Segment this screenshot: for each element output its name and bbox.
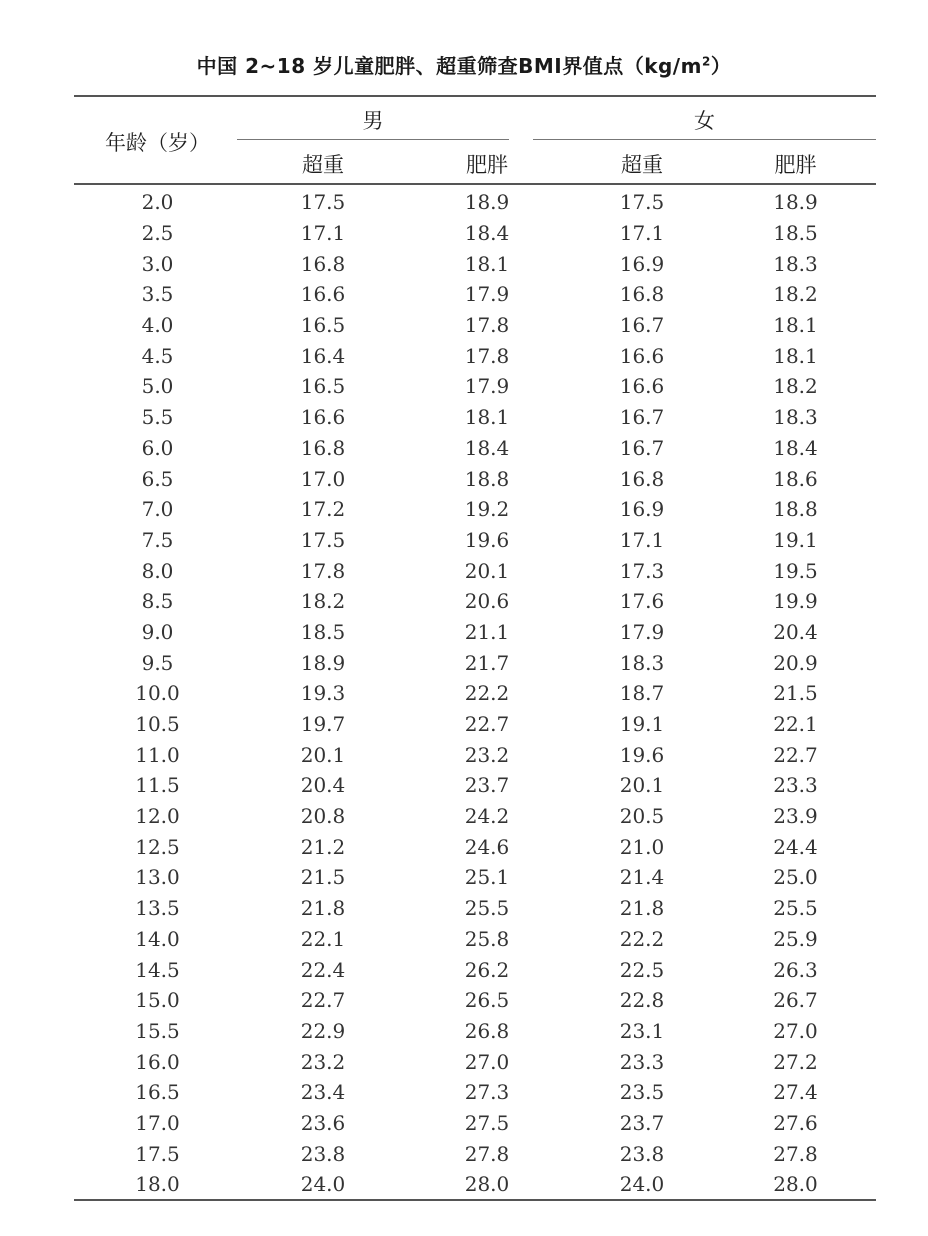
- top-rule: [74, 95, 876, 97]
- female-obese-cell: 19.5: [773, 558, 818, 583]
- male-obese-cell: 25.5: [464, 896, 510, 921]
- table-row: [74, 1138, 876, 1169]
- female-obese-cell: 18.1: [773, 313, 818, 338]
- male-obese-cell: 17.9: [464, 374, 510, 399]
- male-overweight-cell: 17.0: [300, 466, 346, 491]
- female-obese-cell: 27.8: [773, 1141, 818, 1166]
- age-cell: 3.0: [141, 251, 174, 276]
- age-cell: 13.5: [135, 896, 180, 921]
- female-obese-cell: 27.2: [773, 1049, 818, 1074]
- female-obese-cell: 18.6: [773, 466, 818, 491]
- female-obese-cell: 26.7: [773, 988, 818, 1013]
- male-overweight-cell: 19.7: [300, 712, 346, 737]
- male-obese-cell: 27.8: [464, 1141, 510, 1166]
- male-overweight-cell: 22.1: [300, 926, 346, 951]
- female-overweight-cell: 16.7: [619, 313, 665, 338]
- female-overweight-cell: 22.5: [619, 957, 665, 982]
- age-cell: 8.0: [141, 558, 174, 583]
- table-row: [74, 1108, 876, 1139]
- age-cell: 7.0: [141, 497, 174, 522]
- female-overweight-cell: 17.6: [619, 589, 665, 614]
- age-cell: 16.5: [135, 1080, 180, 1105]
- male-obese-cell: 25.1: [464, 865, 510, 890]
- male-obese-cell: 25.8: [464, 926, 510, 951]
- table-title-text: 中国 2~18 岁儿童肥胖、超重筛查BMI界值点（kg/m: [196, 54, 702, 78]
- age-cell: 6.0: [141, 435, 174, 460]
- female-obese-cell: 18.9: [773, 190, 818, 215]
- male-overweight-cell: 17.5: [300, 527, 346, 552]
- female-obese-cell: 26.3: [773, 957, 818, 982]
- header-female-overweight: 超重: [621, 153, 663, 177]
- table-row: [74, 1169, 876, 1200]
- table-row: [74, 709, 876, 740]
- male-obese-cell: 19.2: [464, 497, 510, 522]
- age-cell: 12.0: [135, 804, 180, 829]
- male-overweight-cell: 17.1: [300, 221, 346, 246]
- male-overweight-cell: 16.5: [300, 313, 346, 338]
- male-obese-cell: 26.8: [464, 1018, 510, 1043]
- male-obese-cell: 18.1: [464, 405, 510, 430]
- female-obese-cell: 18.2: [773, 282, 818, 307]
- female-overweight-cell: 19.6: [619, 742, 665, 767]
- female-overweight-cell: 17.1: [619, 527, 665, 552]
- male-overweight-cell: 21.5: [300, 865, 346, 890]
- table-row: [74, 954, 876, 985]
- table-row: [74, 831, 876, 862]
- female-overweight-cell: 22.2: [619, 926, 665, 951]
- age-cell: 6.5: [141, 466, 174, 491]
- female-obese-cell: 23.3: [773, 773, 818, 798]
- table-row: [74, 371, 876, 402]
- male-obese-cell: 17.8: [464, 313, 510, 338]
- female-group-rule: [533, 139, 876, 140]
- female-obese-cell: 18.5: [773, 221, 818, 246]
- male-obese-cell: 21.7: [464, 650, 510, 675]
- header-male-overweight: 超重: [302, 153, 344, 177]
- age-cell: 10.5: [135, 712, 180, 737]
- age-cell: 5.0: [141, 374, 174, 399]
- male-obese-cell: 26.2: [464, 957, 510, 982]
- age-cell: 14.0: [135, 926, 180, 951]
- age-cell: 11.5: [135, 773, 180, 798]
- female-overweight-cell: 16.6: [619, 374, 665, 399]
- male-obese-cell: 28.0: [464, 1172, 510, 1197]
- female-obese-cell: 24.4: [773, 834, 818, 859]
- table-row: [74, 187, 876, 218]
- age-cell: 10.0: [135, 681, 180, 706]
- bmi-table-body: [74, 187, 876, 1200]
- female-overweight-cell: 24.0: [619, 1172, 665, 1197]
- male-overweight-cell: 24.0: [300, 1172, 346, 1197]
- table-row: [74, 678, 876, 709]
- male-obese-cell: 18.9: [464, 190, 510, 215]
- male-overweight-cell: 18.5: [300, 619, 346, 644]
- female-obese-cell: 27.4: [773, 1080, 818, 1105]
- table-row: [74, 647, 876, 678]
- male-overweight-cell: 17.5: [300, 190, 346, 215]
- age-cell: 9.0: [141, 619, 174, 644]
- female-overweight-cell: 23.1: [619, 1018, 665, 1043]
- table-row: [74, 555, 876, 586]
- male-obese-cell: 27.0: [464, 1049, 510, 1074]
- female-overweight-cell: 23.5: [619, 1080, 665, 1105]
- male-obese-cell: 27.3: [464, 1080, 510, 1105]
- age-cell: 13.0: [135, 865, 180, 890]
- female-overweight-cell: 22.8: [619, 988, 665, 1013]
- male-obese-cell: 23.2: [464, 742, 510, 767]
- male-overweight-cell: 20.4: [300, 773, 346, 798]
- age-cell: 4.0: [141, 313, 174, 338]
- male-overweight-cell: 18.9: [300, 650, 346, 675]
- table-row: [74, 801, 876, 832]
- table-row: [74, 310, 876, 341]
- male-obese-cell: 20.1: [464, 558, 510, 583]
- female-overweight-cell: 17.5: [619, 190, 665, 215]
- table-row: [74, 1046, 876, 1077]
- female-overweight-cell: 21.0: [619, 834, 665, 859]
- table-row: [74, 770, 876, 801]
- age-cell: 3.5: [141, 282, 174, 307]
- female-overweight-cell: 20.1: [619, 773, 665, 798]
- male-obese-cell: 19.6: [464, 527, 510, 552]
- female-obese-cell: 23.9: [773, 804, 818, 829]
- male-group-rule: [237, 139, 509, 140]
- table-row: [74, 1016, 876, 1047]
- male-obese-cell: 20.6: [464, 589, 510, 614]
- female-overweight-cell: 16.7: [619, 405, 665, 430]
- female-obese-cell: 19.9: [773, 589, 818, 614]
- table-row: [74, 985, 876, 1016]
- male-overweight-cell: 16.4: [300, 343, 346, 368]
- female-overweight-cell: 23.8: [619, 1141, 665, 1166]
- male-overweight-cell: 23.8: [300, 1141, 346, 1166]
- age-cell: 12.5: [135, 834, 180, 859]
- male-overweight-cell: 16.6: [300, 282, 346, 307]
- table-row: [74, 924, 876, 955]
- female-obese-cell: 18.4: [773, 435, 818, 460]
- male-obese-cell: 26.5: [464, 988, 510, 1013]
- age-cell: 2.0: [141, 190, 174, 215]
- header-age: 年龄（岁）: [105, 131, 210, 155]
- female-overweight-cell: 16.8: [619, 282, 665, 307]
- female-obese-cell: 18.8: [773, 497, 818, 522]
- female-overweight-cell: 21.8: [619, 896, 665, 921]
- female-overweight-cell: 19.1: [619, 712, 665, 737]
- male-obese-cell: 18.4: [464, 221, 510, 246]
- age-cell: 4.5: [141, 343, 174, 368]
- age-cell: 5.5: [141, 405, 174, 430]
- male-overweight-cell: 21.8: [300, 896, 346, 921]
- table-row: [74, 525, 876, 556]
- header-female: 女: [694, 109, 715, 133]
- age-cell: 16.0: [135, 1049, 180, 1074]
- male-overweight-cell: 19.3: [300, 681, 346, 706]
- male-obese-cell: 23.7: [464, 773, 510, 798]
- age-cell: 7.5: [141, 527, 174, 552]
- female-overweight-cell: 16.8: [619, 466, 665, 491]
- male-overweight-cell: 22.7: [300, 988, 346, 1013]
- female-obese-cell: 27.0: [773, 1018, 818, 1043]
- male-overweight-cell: 16.6: [300, 405, 346, 430]
- age-cell: 2.5: [141, 221, 174, 246]
- male-overweight-cell: 23.4: [300, 1080, 346, 1105]
- male-overweight-cell: 22.9: [300, 1018, 346, 1043]
- female-obese-cell: 20.4: [773, 619, 818, 644]
- male-overweight-cell: 22.4: [300, 957, 346, 982]
- age-cell: 8.5: [141, 589, 174, 614]
- table-row: [74, 586, 876, 617]
- female-obese-cell: 25.5: [773, 896, 818, 921]
- male-obese-cell: 18.1: [464, 251, 510, 276]
- male-obese-cell: 18.4: [464, 435, 510, 460]
- title-close-paren: ）: [710, 54, 732, 78]
- male-overweight-cell: 20.8: [300, 804, 346, 829]
- female-obese-cell: 19.1: [773, 527, 818, 552]
- male-obese-cell: 22.2: [464, 681, 510, 706]
- table-row: [74, 617, 876, 648]
- male-overweight-cell: 20.1: [300, 742, 346, 767]
- male-overweight-cell: 21.2: [300, 834, 346, 859]
- age-cell: 17.0: [135, 1110, 180, 1135]
- female-obese-cell: 18.3: [773, 405, 818, 430]
- female-overweight-cell: 23.3: [619, 1049, 665, 1074]
- title-superscript: 2: [701, 54, 711, 69]
- age-cell: 9.5: [141, 650, 174, 675]
- male-overweight-cell: 16.5: [300, 374, 346, 399]
- female-obese-cell: 22.7: [773, 742, 818, 767]
- age-cell: 18.0: [135, 1172, 180, 1197]
- table-row: [74, 340, 876, 371]
- table-row: [74, 218, 876, 249]
- female-obese-cell: 18.3: [773, 251, 818, 276]
- female-overweight-cell: 18.7: [619, 681, 665, 706]
- female-overweight-cell: 16.6: [619, 343, 665, 368]
- table-row: [74, 279, 876, 310]
- header-male: 男: [362, 109, 384, 133]
- table-row: [74, 463, 876, 494]
- male-obese-cell: 17.9: [464, 282, 510, 307]
- female-overweight-cell: 17.9: [619, 619, 665, 644]
- table-row: [74, 248, 876, 279]
- male-overweight-cell: 23.2: [300, 1049, 346, 1074]
- table-row: [74, 494, 876, 525]
- header-female-obese: 肥胖: [774, 153, 817, 177]
- female-obese-cell: 20.9: [773, 650, 818, 675]
- age-cell: 15.0: [135, 988, 180, 1013]
- bmi-table: [74, 187, 876, 1200]
- male-obese-cell: 24.6: [464, 834, 510, 859]
- male-obese-cell: 22.7: [464, 712, 510, 737]
- table-row: [74, 893, 876, 924]
- table-row: [74, 1077, 876, 1108]
- female-overweight-cell: 16.9: [619, 497, 665, 522]
- female-overweight-cell: 20.5: [619, 804, 665, 829]
- table-row: [74, 402, 876, 433]
- female-overweight-cell: 16.7: [619, 435, 665, 460]
- male-obese-cell: 21.1: [464, 619, 510, 644]
- male-overweight-cell: 17.8: [300, 558, 346, 583]
- male-obese-cell: 27.5: [464, 1110, 510, 1135]
- age-cell: 11.0: [135, 742, 180, 767]
- male-obese-cell: 18.8: [464, 466, 510, 491]
- age-cell: 17.5: [135, 1141, 180, 1166]
- female-obese-cell: 18.1: [773, 343, 818, 368]
- female-overweight-cell: 16.9: [619, 251, 665, 276]
- female-obese-cell: 28.0: [773, 1172, 818, 1197]
- male-obese-cell: 24.2: [464, 804, 510, 829]
- male-overweight-cell: 16.8: [300, 435, 346, 460]
- female-obese-cell: 27.6: [773, 1110, 818, 1135]
- male-overweight-cell: 17.2: [300, 497, 346, 522]
- table-row: [74, 862, 876, 893]
- female-obese-cell: 25.9: [773, 926, 818, 951]
- female-overweight-cell: 23.7: [619, 1110, 665, 1135]
- female-overweight-cell: 17.3: [619, 558, 665, 583]
- female-obese-cell: 25.0: [773, 865, 818, 890]
- age-cell: 15.5: [135, 1018, 180, 1043]
- female-obese-cell: 22.1: [773, 712, 818, 737]
- female-overweight-cell: 21.4: [619, 865, 665, 890]
- table-row: [74, 433, 876, 464]
- table-title: [0, 50, 928, 79]
- bottom-rule: [74, 1199, 876, 1201]
- header-male-obese: 肥胖: [466, 153, 508, 177]
- male-overweight-cell: 16.8: [300, 251, 346, 276]
- male-overweight-cell: 18.2: [300, 589, 346, 614]
- male-overweight-cell: 23.6: [300, 1110, 346, 1135]
- male-obese-cell: 17.8: [464, 343, 510, 368]
- female-obese-cell: 18.2: [773, 374, 818, 399]
- female-overweight-cell: 17.1: [619, 221, 665, 246]
- table-row: [74, 739, 876, 770]
- age-cell: 14.5: [135, 957, 180, 982]
- header-bottom-rule: [74, 183, 876, 185]
- female-obese-cell: 21.5: [773, 681, 818, 706]
- female-overweight-cell: 18.3: [619, 650, 665, 675]
